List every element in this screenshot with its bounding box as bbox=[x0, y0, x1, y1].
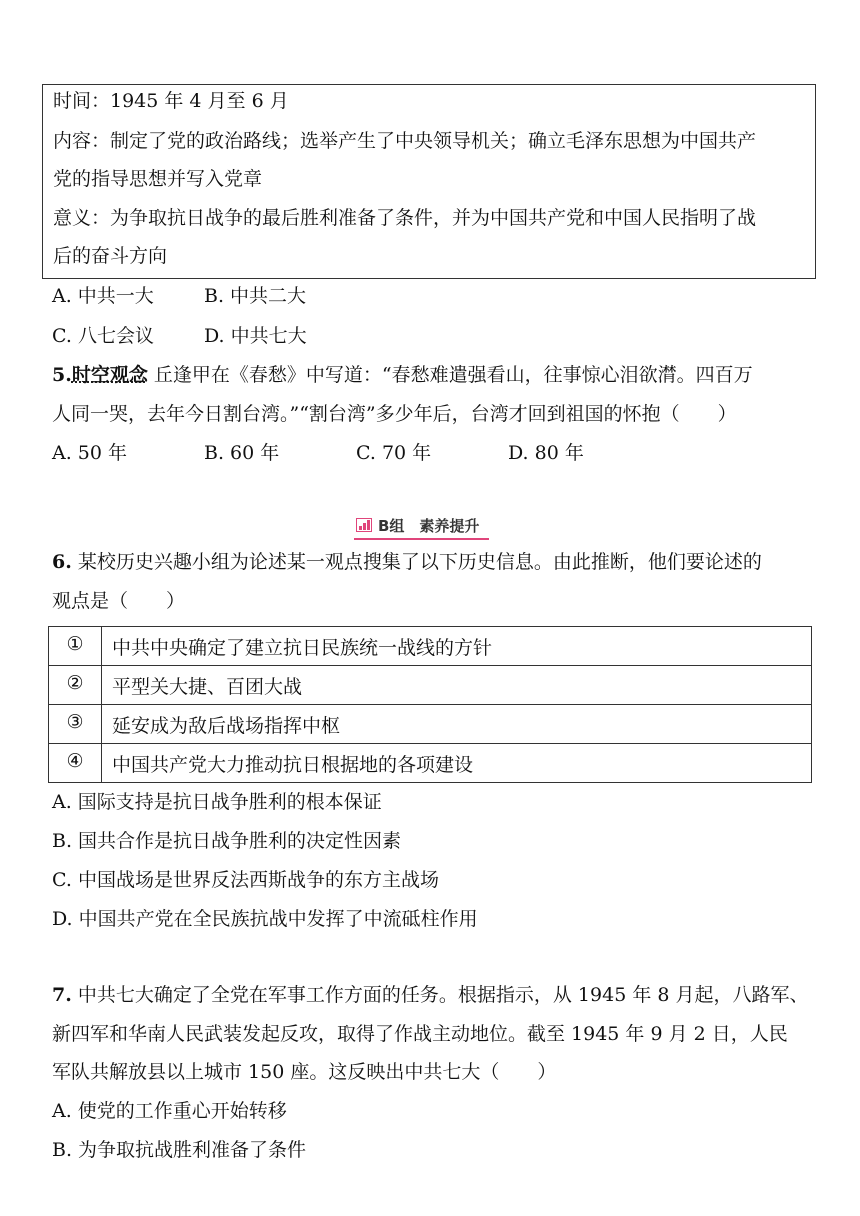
q4-option-c[interactable]: C. 八七会议 bbox=[52, 325, 154, 347]
section-title: B组 素养提升 bbox=[378, 516, 480, 535]
q6-info-table bbox=[48, 626, 812, 783]
row-text: 中共中央确定了建立抗日民族统一战线的方针 bbox=[102, 627, 812, 666]
table-row bbox=[49, 705, 812, 744]
row-number: ② bbox=[49, 666, 102, 705]
row-number: ① bbox=[49, 627, 102, 666]
q7-text-1: 中共七大确定了全党在军事工作方面的任务。根据指示，从 1945 年 8 月起，八路军、 bbox=[71, 984, 809, 1006]
row-text: 延安成为敌后战场指挥中枢 bbox=[102, 705, 812, 744]
q4-meaning-line-1: 意义：为争取抗日战争的最后胜利准备了条件，并为中国共产党和中国人民指明了战 bbox=[53, 207, 757, 229]
table-row bbox=[49, 666, 812, 705]
table-row bbox=[49, 744, 812, 783]
q4-content-line-2: 党的指导思想并写入党章 bbox=[53, 168, 263, 190]
q6-stem-line-1 bbox=[52, 550, 762, 574]
q4-option-d[interactable]: D. 中共七大 bbox=[204, 325, 307, 347]
q7-stem-line-1 bbox=[52, 983, 809, 1007]
chart-icon bbox=[356, 518, 372, 532]
q5-number: 5. bbox=[52, 364, 72, 386]
q4-content-line-1: 内容：制定了党的政治路线；选举产生了中央领导机关；确立毛泽东思想为中国共产 bbox=[53, 130, 757, 152]
q5-stem-line-1 bbox=[52, 363, 753, 387]
q7-stem-line-2: 新四军和华南人民武装发起反攻，取得了作战主动地位。截至 1945 年 9 月 2 日，人民 bbox=[52, 1023, 788, 1045]
q5-stem-line-2: 人同一哭，去年今日割台湾。”“割台湾”多少年后，台湾才回到祖国的怀抱（ ） bbox=[52, 403, 737, 425]
table-row bbox=[49, 627, 812, 666]
q5-option-c[interactable]: C. 70 年 bbox=[356, 442, 432, 464]
q7-option-a[interactable]: A. 使党的工作重心开始转移 bbox=[52, 1100, 287, 1122]
q6-text-1: 某校历史兴趣小组为论述某一观点搜集了以下历史信息。由此推断，他们要论述的 bbox=[71, 551, 762, 573]
row-number: ③ bbox=[49, 705, 102, 744]
q4-material-box bbox=[42, 84, 816, 279]
q5-option-d[interactable]: D. 80 年 bbox=[508, 442, 584, 464]
q5-text-1: 丘逢甲在《春愁》中写道：“春愁难遣强看山，往事惊心泪欲潸。四百万 bbox=[147, 364, 753, 386]
q5-option-a[interactable]: A. 50 年 bbox=[52, 442, 128, 464]
row-text: 平型关大捷、百团大战 bbox=[102, 666, 812, 705]
q4-time: 时间：1945 年 4 月至 6 月 bbox=[53, 90, 289, 112]
q6-option-b[interactable]: B. 国共合作是抗日战争胜利的决定性因素 bbox=[52, 830, 402, 852]
q5-competency-tag: 时空观念 bbox=[71, 364, 148, 386]
q6-stem-line-2: 观点是（ ） bbox=[52, 590, 186, 612]
q4-option-a[interactable]: A. 中共一大 bbox=[52, 285, 154, 307]
q6-number: 6. bbox=[52, 551, 72, 573]
q7-option-b[interactable]: B. 为争取抗战胜利准备了条件 bbox=[52, 1139, 307, 1161]
section-header bbox=[354, 514, 489, 540]
row-text: 中国共产党大力推动抗日根据地的各项建设 bbox=[102, 744, 812, 783]
q7-number: 7. bbox=[52, 984, 72, 1006]
q4-option-b[interactable]: B. 中共二大 bbox=[204, 285, 307, 307]
q5-option-b[interactable]: B. 60 年 bbox=[204, 442, 280, 464]
q6-option-a[interactable]: A. 国际支持是抗日战争胜利的根本保证 bbox=[52, 791, 382, 813]
q6-option-c[interactable]: C. 中国战场是世界反法西斯战争的东方主战场 bbox=[52, 869, 439, 891]
q7-stem-line-3: 军队共解放县以上城市 150 座。这反映出中共七大（ ） bbox=[52, 1061, 557, 1083]
q4-meaning-line-2: 后的奋斗方向 bbox=[53, 245, 168, 267]
row-number: ④ bbox=[49, 744, 102, 783]
q6-option-d[interactable]: D. 中国共产党在全民族抗战中发挥了中流砥柱作用 bbox=[52, 908, 478, 930]
